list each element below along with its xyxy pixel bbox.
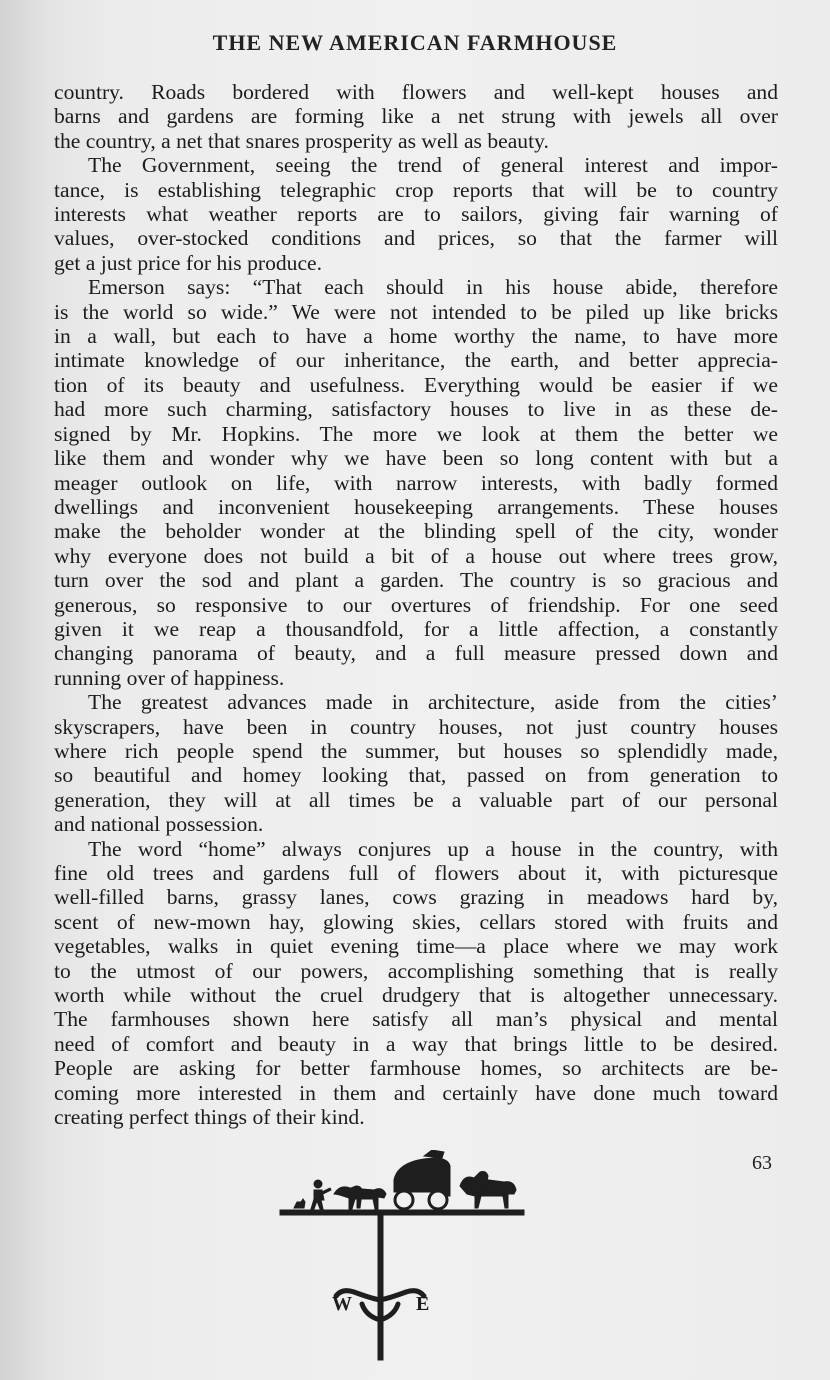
text-line: meager outlook on life, with narrow interests, with badly formed [54, 470, 778, 495]
text-line: Emerson says: “That each should in his house abide, therefore [88, 275, 778, 300]
text-line: creating perfect things of their kind. [54, 1105, 365, 1130]
text-line: like them and wonder why we have been so long content with but a [54, 446, 778, 471]
compass-east-label: E [416, 1293, 430, 1315]
text-line: and national possession. [54, 812, 264, 837]
coach-figure [394, 1150, 450, 1209]
text-line: People are asking for better farmhouse homes, so architects are be- [54, 1056, 778, 1081]
dog-figure [294, 1199, 305, 1208]
text-line: had more such charming, satisfactory houses to live in as these de- [54, 397, 778, 422]
text-line: The greatest advances made in architecture, aside from the cities’ [88, 690, 778, 715]
text-line: to the utmost of our powers, accomplishing something that is really [54, 958, 778, 983]
text-line: vegetables, walks in quiet evening time—a place where we may work [54, 934, 778, 959]
horses-right-figure [460, 1172, 516, 1209]
text-line: worth while without the cruel drudgery that is altogether unnecessary. [54, 983, 778, 1008]
text-line: barns and gardens are forming like a net strung with jewels all over [54, 104, 778, 129]
vane-post [378, 1214, 383, 1360]
text-line: changing panorama of beauty, and a full measure pressed down and [54, 641, 778, 666]
text-line: in a wall, but each to have a home worthy the name, to have more [54, 324, 778, 349]
text-line: interests what weather reports are to sailors, giving fair warning of [54, 202, 778, 227]
text-line: The farmhouses shown here satisfy all man’s physical and mental [54, 1007, 778, 1032]
paragraph [54, 80, 778, 153]
text-line: get a just price for his produce. [54, 250, 323, 275]
text-line: is the world so wide.” We were not intended to be piled up like bricks [54, 299, 778, 324]
running-head: THE NEW AMERICAN FARMHOUSE [212, 30, 618, 55]
text-line: tion of its beauty and usefulness. Everything would be easier if we [54, 372, 778, 397]
man-figure [311, 1180, 331, 1209]
text-line: fine old trees and gardens full of flowers about it, with picturesque [54, 861, 778, 885]
text-line: coming more interested in them and certainly have done much toward [54, 1080, 778, 1105]
text-line: The word “home” always conjures up a house in the country, with [88, 836, 778, 861]
body-text [54, 80, 778, 1129]
text-line: the country, a net that snares prosperity as well as beauty. [54, 128, 549, 153]
horses-left-figure [334, 1186, 386, 1209]
text-line: make the beholder wonder at the blinding spell of the city, wonder [54, 519, 778, 544]
weathervane-icon [276, 1150, 528, 1364]
text-line: so beautiful and homey looking that, passed on from generation to [54, 763, 778, 788]
compass-west-label: W [332, 1293, 352, 1315]
text-line: scent of new-mown hay, glowing skies, cellars stored with fruits and [54, 909, 778, 934]
text-line: The Government, seeing the trend of general interest and impor- [88, 153, 778, 178]
paragraph [54, 153, 778, 275]
paragraph [54, 837, 778, 1130]
text-line: well-filled barns, grassy lanes, cows grazing in meadows hard by, [54, 885, 778, 910]
text-line: signed by Mr. Hopkins. The more we look at them the better we [54, 421, 778, 446]
text-line: where rich people spend the summer, but houses so splendidly made, [54, 738, 778, 763]
text-line: generous, so responsive to our overtures of friendship. For one seed [54, 592, 778, 617]
text-line: turn over the sod and plant a garden. The country is so gracious and [54, 568, 778, 593]
paragraph [54, 690, 778, 836]
page-number: 63 [752, 1152, 772, 1174]
text-line: skyscrapers, have been in country houses, not just country houses [54, 714, 778, 739]
vane-bar [280, 1210, 524, 1215]
paragraph [54, 275, 778, 690]
text-line: values, over-stocked conditions and prices, so that the farmer will [54, 226, 778, 251]
text-line: running over of happiness. [54, 665, 285, 690]
text-line: why everyone does not build a bit of a house out where trees grow, [54, 543, 778, 568]
text-line: dwellings and inconvenient housekeeping arrangements. These houses [54, 494, 778, 519]
text-line: intimate knowledge of our inheritance, the earth, and better apprecia- [54, 348, 778, 373]
text-line: country. Roads bordered with flowers and well-kept houses and [54, 80, 778, 104]
text-line: given it we reap a thousandfold, for a little affection, a constantly [54, 616, 778, 641]
text-line: need of comfort and beauty in a way that brings little to be desired. [54, 1031, 778, 1056]
text-line: tance, is establishing telegraphic crop reports that will be to country [54, 177, 778, 202]
text-line: generation, they will at all times be a valuable part of our personal [54, 787, 778, 812]
